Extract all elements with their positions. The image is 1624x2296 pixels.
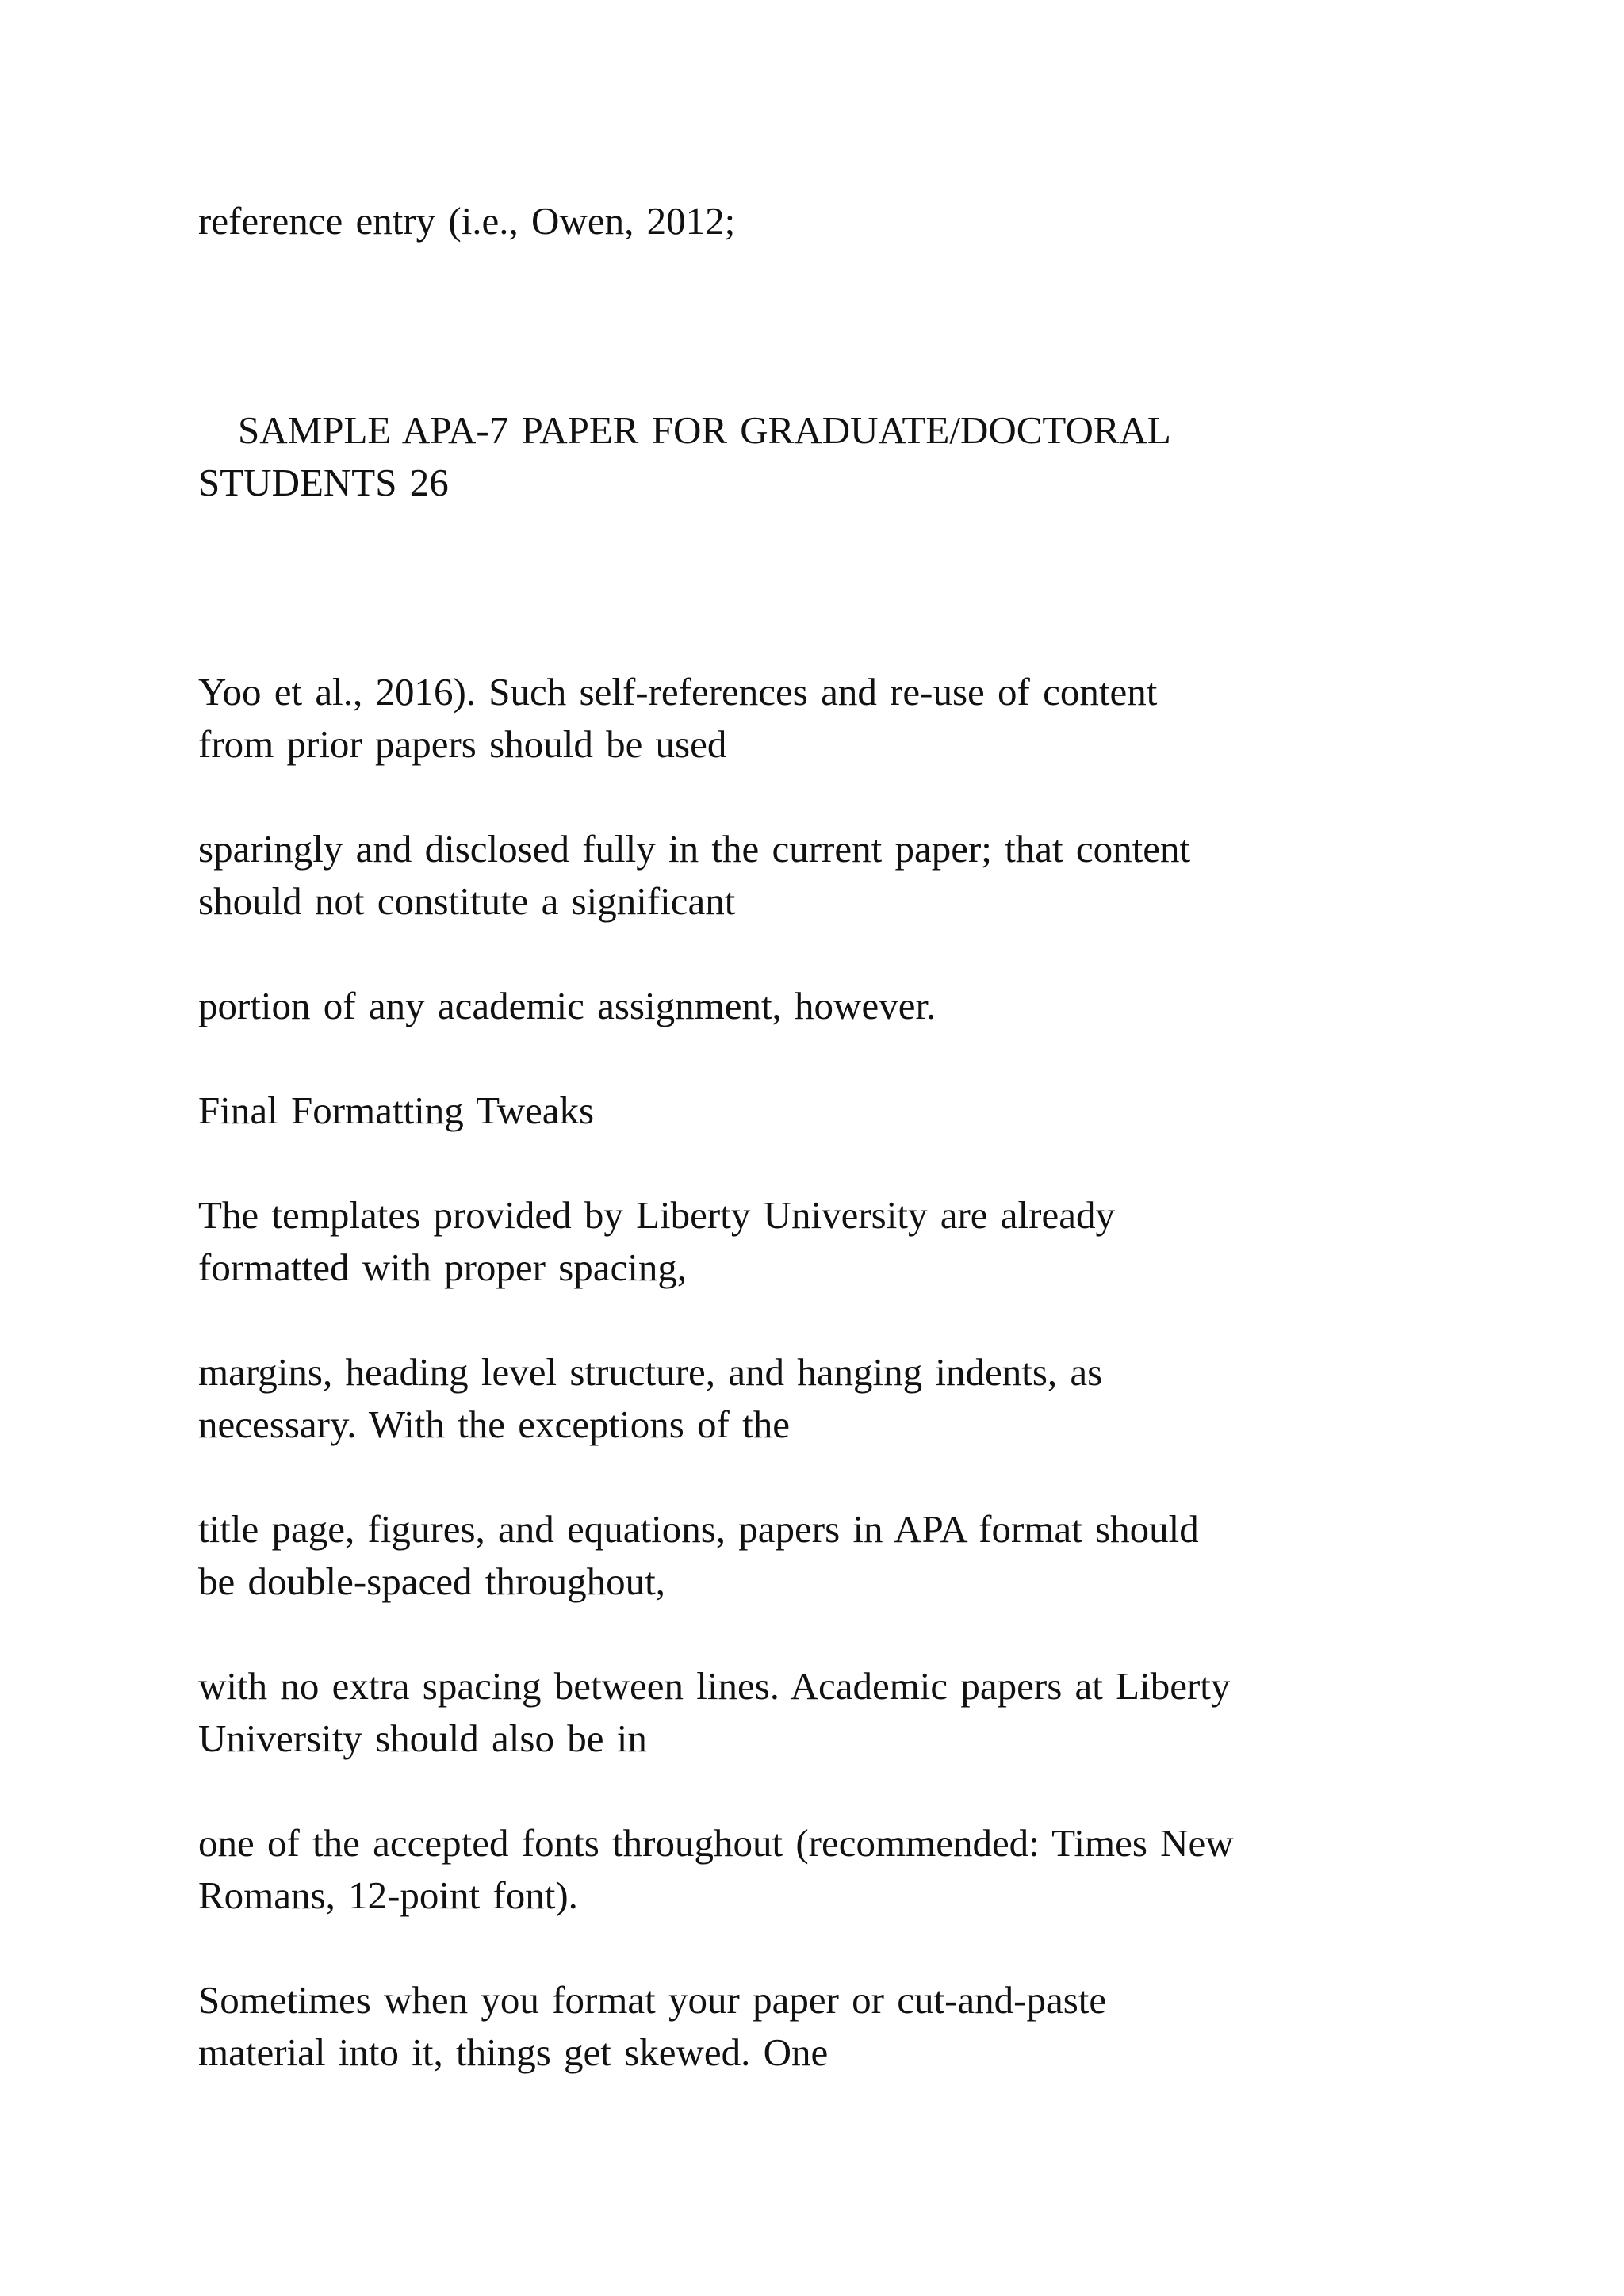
paragraph-line: portion of any academic assignment, however. bbox=[198, 984, 936, 1027]
paragraph-line: Yoo et al., 2016). Such self-references and re-use of content bbox=[198, 670, 1158, 714]
paragraph-line: sparingly and disclosed fully in the current paper; that content bbox=[198, 827, 1191, 871]
paragraph-line: The templates provided by Liberty University are already bbox=[198, 1193, 1115, 1237]
paragraph-line: should not constitute a significant bbox=[198, 879, 736, 923]
paragraph-line: margins, heading level structure, and hanging indents, as bbox=[198, 1350, 1103, 1394]
paragraph-line: University should also be in bbox=[198, 1716, 647, 1760]
text-line-reference-entry: reference entry (i.e., Owen, 2012; bbox=[198, 199, 736, 243]
paragraph-line: title page, figures, and equations, papers in APA format should bbox=[198, 1507, 1199, 1551]
paragraph-line: necessary. With the exceptions of the bbox=[198, 1402, 790, 1446]
running-head-page-number: STUDENTS 26 bbox=[198, 461, 449, 504]
section-heading: Final Formatting Tweaks bbox=[198, 1089, 595, 1132]
paragraph-line: one of the accepted fonts throughout (recommended: Times New bbox=[198, 1821, 1234, 1865]
paragraph-line: formatted with proper spacing, bbox=[198, 1246, 688, 1289]
paragraph-line: material into it, things get skewed. One bbox=[198, 2030, 829, 2074]
paragraph-line: with no extra spacing between lines. Academic papers at Liberty bbox=[198, 1664, 1231, 1708]
paragraph-line: Romans, 12-point font). bbox=[198, 1873, 578, 1917]
paragraph-line: be double-spaced throughout, bbox=[198, 1559, 666, 1603]
running-head-title: SAMPLE APA-7 PAPER FOR GRADUATE/DOCTORAL bbox=[238, 408, 1171, 452]
paragraph-line: from prior papers should be used bbox=[198, 722, 727, 766]
paragraph-line: Sometimes when you format your paper or cut-and-paste bbox=[198, 1978, 1107, 2022]
